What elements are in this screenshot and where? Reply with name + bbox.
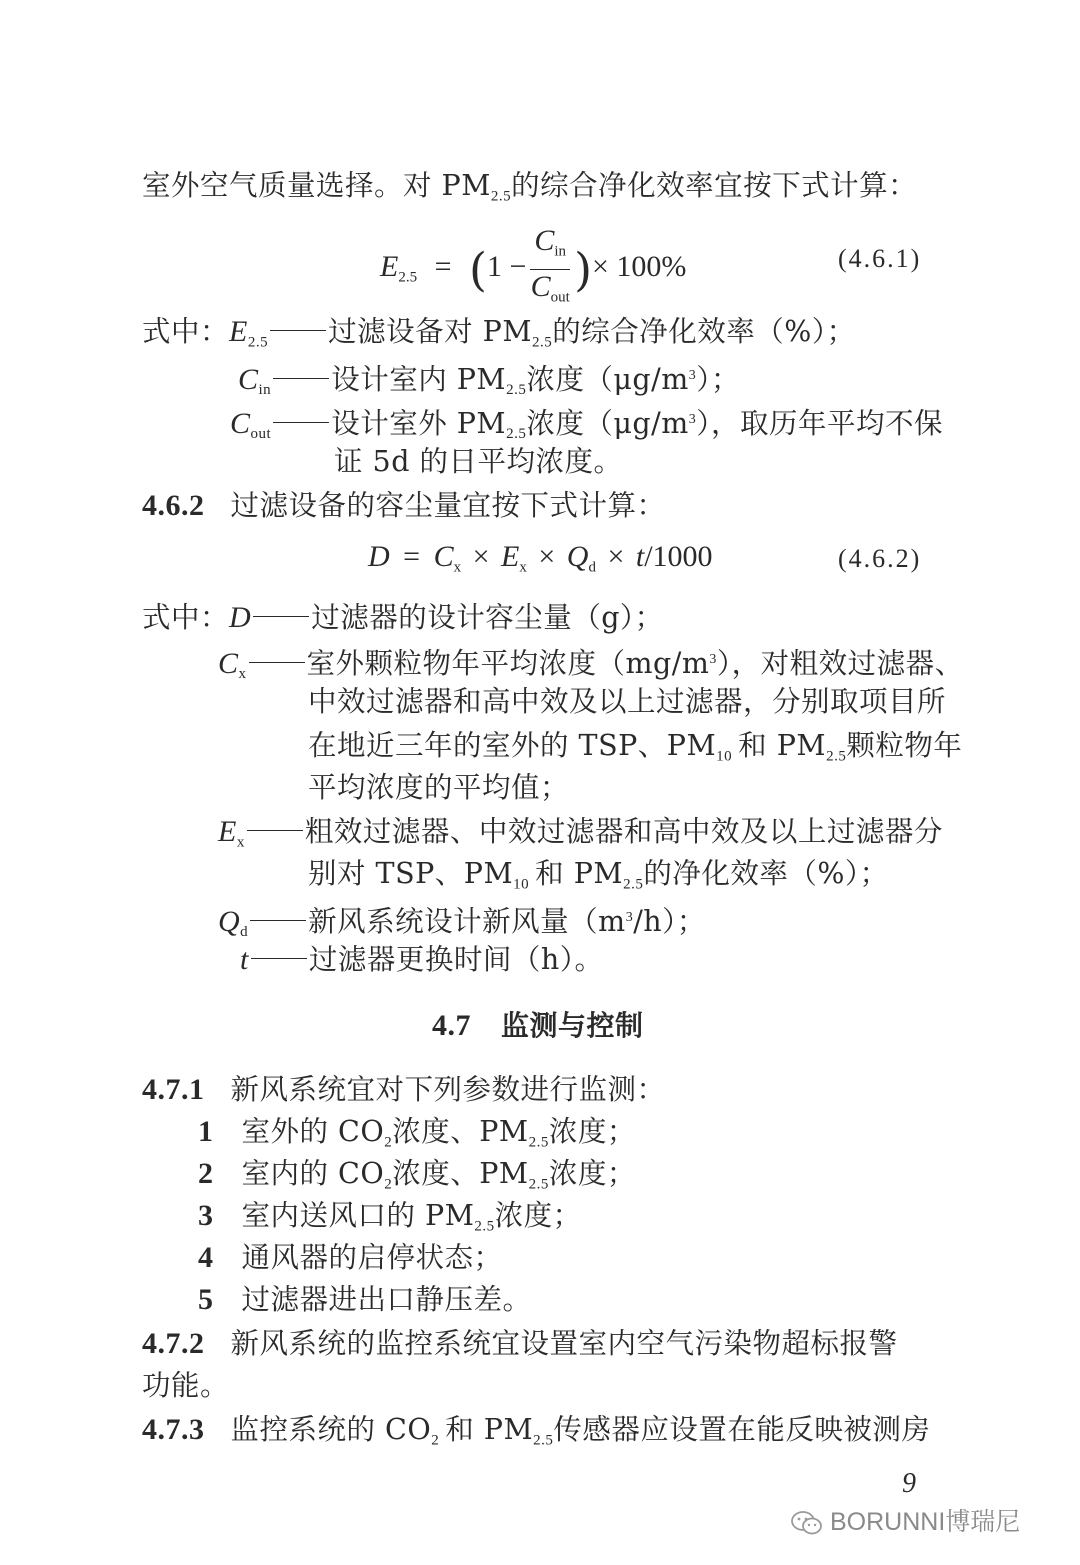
def-cin: $C_{in}$ 设计室内 $PM_{2.5}$浓度$(\mu g/m^3)$； — [238, 362, 741, 399]
eq1-number: (4.6.1) — [838, 244, 922, 273]
watermark-text: BORUNNI博瑞尼 — [830, 1508, 1021, 1536]
equation-4-6-1 — [380, 224, 686, 315]
dash — [273, 422, 329, 423]
eq1-lhs: E — [380, 250, 399, 284]
def-cx-line2: 中效过滤器和高中效及以上过滤器，分别取项目所 — [308, 685, 947, 718]
def-t: t 过滤器更换时间（h）。 — [240, 943, 604, 976]
dash — [253, 616, 309, 617]
dash — [249, 662, 305, 663]
eq1-fraction — [530, 224, 570, 315]
list-item: 2 室内的 $CO_2$浓度、$PM_{2.5}$浓度； — [198, 1157, 636, 1193]
dash — [247, 830, 303, 831]
intro-sub: 2.5 — [490, 188, 512, 205]
eq1-lhs-sub: 2.5 — [398, 269, 418, 286]
page-number: 9 — [902, 1468, 916, 1499]
eq1-denominator: $C_{out}$ — [530, 270, 570, 306]
dash — [270, 330, 326, 331]
eq1-tail: × 100% — [592, 250, 687, 284]
def-d: 式中：D 过滤器的设计容尘量（g）； — [142, 601, 664, 634]
eq1-numerator: $C_{in}$ — [530, 224, 570, 270]
list-item: 5 过滤器进出口静压差。 — [198, 1283, 532, 1316]
def-ex: $E_x$ 粗效过滤器、中效过滤器和高中效及以上过滤器分 — [218, 815, 943, 851]
clause-4-7-3: 4.7.3 监控系统的 $CO_2$ 和 $PM_{2.5}$传感器应设置在能反映被测房 — [142, 1413, 931, 1449]
def-e25: 式中：$E_{2.5}$ 过滤设备对 $PM_{2.5}$的综合净化效率（%）； — [142, 315, 856, 351]
list-item: 1 室外的 $CO_2$浓度、$PM_{2.5}$浓度； — [198, 1115, 636, 1151]
def-ex-line2: 别对 TSP、$PM_{10}$ 和 $PM_{2.5}$的净化效率（%）； — [308, 857, 889, 893]
clause-number: 4.7.3 — [142, 1413, 205, 1446]
intro-line — [142, 166, 917, 216]
clause-4-6-2: 4.6.2 过滤设备的容尘量宜按下式计算： — [142, 489, 666, 522]
equation-4-6-2: $D = C_x \times E_x \times Q_d \times t/1000$ — [368, 540, 713, 576]
wechat-icon — [790, 1510, 824, 1536]
eq1-left-paren: ( — [469, 242, 487, 297]
def-cx-line3: 在地近三年的室外的 TSP、$PM_{10}$ 和 $PM_{2.5}$颗粒物年 — [308, 729, 963, 765]
dash — [273, 378, 329, 379]
clause-4-7-2: 4.7.2 新风系统的监控系统宜设置室内空气污染物超标报警 — [142, 1327, 898, 1360]
clause-number: 4.7.1 — [142, 1073, 205, 1106]
dash — [250, 920, 306, 921]
eq1-one-minus: 1 − — [486, 250, 527, 284]
eq1-equals: = — [434, 250, 452, 284]
intro-text-b: 的综合净化效率宜按下式计算： — [511, 169, 918, 202]
def-qd: $Q_d$ 新风系统设计新风量$(m^3/h)$； — [218, 904, 706, 941]
clause-number: 4.7.2 — [142, 1327, 205, 1360]
eq1-right-paren: ) — [574, 242, 593, 297]
clause-4-7-2-line2: 功能。 — [142, 1369, 230, 1402]
watermark — [790, 1502, 1020, 1538]
clause-4-7-1: 4.7.1 新风系统宜对下列参数进行监测： — [142, 1073, 666, 1106]
list-item: 4 通风器的启停状态； — [198, 1241, 503, 1274]
intro-text-a: 室外空气质量选择。对 PM — [142, 169, 491, 202]
def-cout-line2: 证 5d 的日平均浓度。 — [334, 445, 623, 478]
eq2-number: (4.6.2) — [838, 544, 922, 573]
list-item: 3 室内送风口的 $PM_{2.5}$浓度； — [198, 1199, 582, 1235]
dash — [251, 958, 307, 959]
clause-number: 4.6.2 — [142, 489, 205, 522]
def-cout: $C_{out}$ 设计室外 $PM_{2.5}$浓度$(\mu g/m^3)$，取历年平均不保 — [230, 406, 944, 443]
def-cx-line4: 平均浓度的平均值； — [308, 771, 570, 804]
def-cx: $C_x$ 室外颗粒物年平均浓度$(mg/m^3)$，对粗效过滤器、 — [218, 646, 964, 683]
section-heading-4-7: 4.7 监测与控制 — [432, 1009, 644, 1042]
